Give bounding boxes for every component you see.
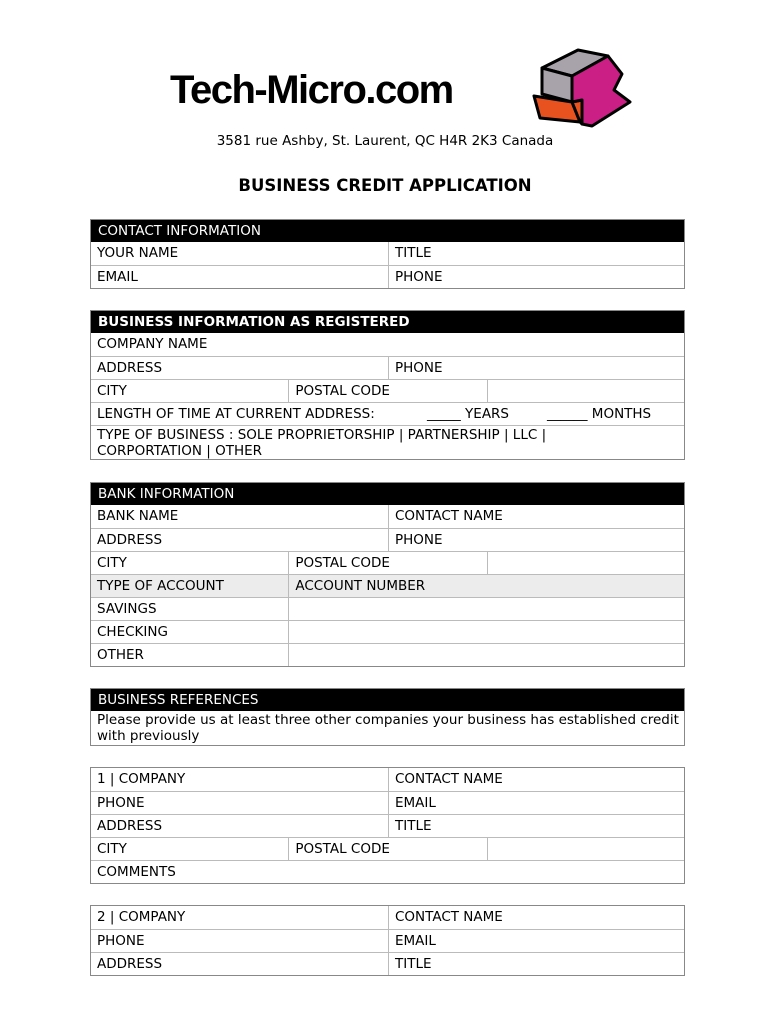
savings-account-number-field[interactable] [288, 598, 684, 620]
section-heading: BANK INFORMATION [91, 483, 684, 505]
postal-code-input[interactable] [487, 380, 684, 402]
form-row [91, 768, 684, 791]
form-row [91, 814, 684, 837]
postal-code-input[interactable] [487, 838, 684, 860]
contact-name-field[interactable]: CONTACT NAME [388, 768, 684, 791]
form-row [91, 265, 684, 288]
form-row [91, 837, 684, 860]
references-section [90, 688, 685, 746]
city-field[interactable]: CITY [97, 555, 127, 571]
form-row [91, 528, 684, 551]
contact-name-field[interactable]: CONTACT NAME [388, 505, 684, 528]
company-field[interactable]: 2 | COMPANY [97, 909, 186, 925]
company-address: 3581 rue Ashby, St. Laurent, QC H4R 2K3 Canada [216, 133, 554, 149]
contact-section [90, 219, 685, 289]
bank-section [90, 482, 685, 667]
company-logo [170, 44, 640, 134]
address-field[interactable]: ADDRESS [97, 818, 163, 834]
form-row [91, 242, 684, 265]
city-field[interactable]: CITY [97, 383, 127, 399]
form-row [91, 356, 684, 379]
account-header-row [91, 574, 684, 597]
length-of-time-field[interactable] [91, 403, 684, 425]
postal-code-input[interactable] [487, 552, 684, 574]
form-row [91, 860, 684, 883]
bank-name-field[interactable]: BANK NAME [97, 508, 179, 524]
postal-code-field[interactable]: POSTAL CODE [288, 380, 486, 402]
title-field[interactable]: TITLE [388, 242, 684, 265]
reference-2 [90, 905, 685, 976]
checking-account-number-field[interactable] [288, 621, 684, 643]
comments-field[interactable]: COMMENTS [97, 864, 176, 880]
title-field[interactable]: TITLE [388, 815, 684, 837]
form-row [91, 333, 684, 356]
postal-code-field[interactable]: POSTAL CODE [288, 552, 486, 574]
section-heading: BUSINESS REFERENCES [91, 689, 684, 711]
email-field[interactable]: EMAIL [97, 269, 138, 285]
form-row [91, 929, 684, 952]
city-field[interactable]: CITY [97, 841, 127, 857]
account-row-other [91, 643, 684, 666]
page-title: BUSINESS CREDIT APPLICATION [238, 176, 532, 195]
company-name-field[interactable]: COMPANY NAME [97, 336, 208, 352]
years-field: _____ YEARS [427, 406, 510, 422]
address-field[interactable]: ADDRESS [97, 360, 163, 376]
company-field[interactable]: 1 | COMPANY [97, 771, 186, 787]
title-field[interactable]: TITLE [388, 953, 684, 975]
email-field[interactable]: EMAIL [388, 792, 684, 814]
account-number-label: ACCOUNT NUMBER [288, 575, 684, 597]
form-row [91, 551, 684, 574]
phone-field[interactable]: PHONE [97, 795, 145, 811]
email-field[interactable]: EMAIL [388, 930, 684, 952]
logo-wordmark: Tech-Micro.com [170, 68, 453, 112]
other-account-number-field[interactable] [288, 644, 684, 666]
address-field[interactable]: ADDRESS [97, 956, 163, 972]
section-heading: BUSINESS INFORMATION AS REGISTERED [91, 311, 684, 333]
form-row [91, 425, 684, 459]
business-section [90, 310, 685, 460]
months-field: ______ MONTHS [547, 406, 652, 422]
phone-field[interactable]: PHONE [97, 933, 145, 949]
form-row [91, 791, 684, 814]
references-intro-row [91, 711, 684, 745]
checking-option[interactable]: CHECKING [97, 624, 168, 640]
phone-field[interactable]: PHONE [388, 529, 684, 551]
type-of-account-label: TYPE OF ACCOUNT [97, 578, 224, 594]
business-type-options-cont: CORPORTATION | OTHER [97, 443, 262, 459]
form-row [91, 402, 684, 425]
reference-1 [90, 767, 685, 884]
form-row [91, 379, 684, 402]
other-option[interactable]: OTHER [97, 647, 144, 663]
phone-field[interactable]: PHONE [388, 357, 684, 379]
your-name-field[interactable]: YOUR NAME [97, 245, 179, 261]
references-intro: Please provide us at least three other companies your business has established credit with previously [97, 712, 679, 744]
account-row-checking [91, 620, 684, 643]
postal-code-field[interactable]: POSTAL CODE [288, 838, 486, 860]
phone-field[interactable]: PHONE [388, 266, 684, 288]
business-type-options: TYPE OF BUSINESS : SOLE PROPRIETORSHIP | PARTNERSHIP | LLC | [97, 427, 547, 443]
address-field[interactable]: ADDRESS [97, 532, 163, 548]
form-row [91, 906, 684, 929]
contact-name-field[interactable]: CONTACT NAME [388, 906, 684, 929]
savings-option[interactable]: SAVINGS [97, 601, 157, 617]
type-of-business-field[interactable] [91, 426, 684, 459]
length-label: LENGTH OF TIME AT CURRENT ADDRESS: [97, 406, 375, 422]
account-row-savings [91, 597, 684, 620]
form-row [91, 505, 684, 528]
form-row [91, 952, 684, 975]
logo-cube-icon [530, 44, 640, 134]
section-heading: CONTACT INFORMATION [91, 220, 684, 242]
